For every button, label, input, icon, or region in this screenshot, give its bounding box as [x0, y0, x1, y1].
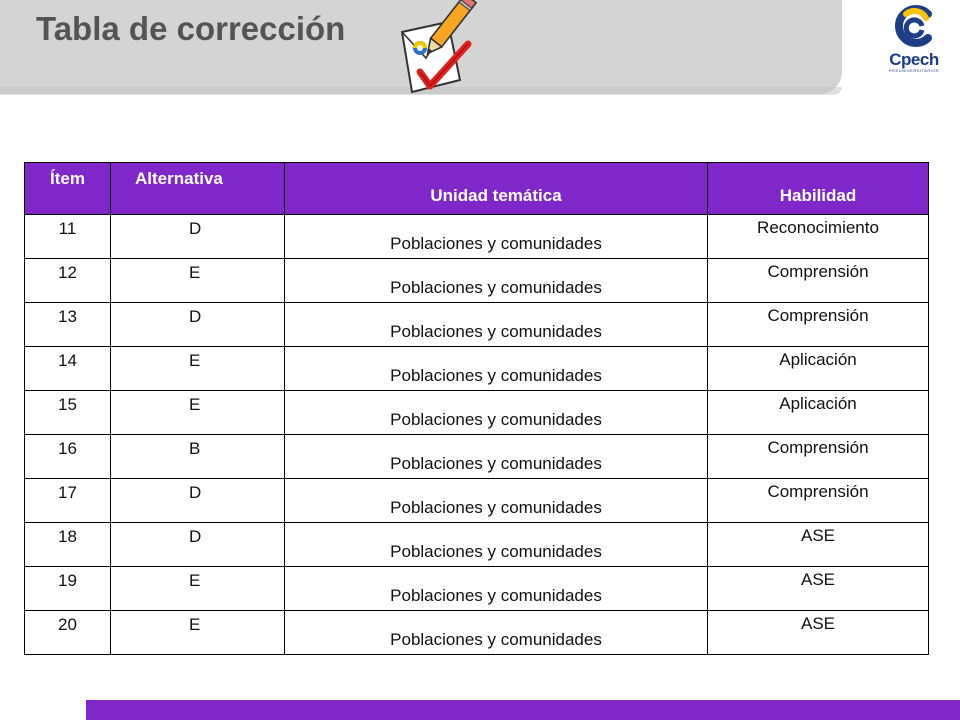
cpech-logo [878, 4, 950, 74]
cell-unidad-tematica: Poblaciones y comunidades [285, 391, 708, 435]
cell-item: 13 [25, 303, 111, 347]
table-row [25, 611, 929, 655]
cell-alternativa: E [111, 611, 285, 655]
cell-alternativa: D [111, 215, 285, 259]
table-row [25, 567, 929, 611]
cell-unidad-tematica: Poblaciones y comunidades [285, 523, 708, 567]
table-row [25, 303, 929, 347]
header-item: Ítem [25, 163, 111, 215]
table-row [25, 391, 929, 435]
pencil-check-icon [396, 0, 480, 104]
cell-item: 14 [25, 347, 111, 391]
cell-unidad-tematica: Poblaciones y comunidades [285, 347, 708, 391]
cell-habilidad: ASE [708, 611, 929, 655]
cell-habilidad: ASE [708, 523, 929, 567]
logo-subtext: PREUNIVERSITARIOS [888, 68, 940, 73]
cell-item: 19 [25, 567, 111, 611]
cell-alternativa: E [111, 347, 285, 391]
cell-habilidad: Comprensión [708, 303, 929, 347]
cell-item: 16 [25, 435, 111, 479]
table-row [25, 523, 929, 567]
cell-unidad-tematica: Poblaciones y comunidades [285, 611, 708, 655]
table-row [25, 215, 929, 259]
cell-unidad-tematica: Poblaciones y comunidades [285, 215, 708, 259]
cell-habilidad: Comprensión [708, 259, 929, 303]
table-row [25, 347, 929, 391]
cell-alternativa: D [111, 303, 285, 347]
cell-item: 17 [25, 479, 111, 523]
cpech-logo-icon [892, 4, 936, 48]
header-habilidad: Habilidad [708, 163, 929, 215]
cell-unidad-tematica: Poblaciones y comunidades [285, 479, 708, 523]
cell-habilidad: Comprensión [708, 479, 929, 523]
cell-unidad-tematica: Poblaciones y comunidades [285, 303, 708, 347]
cell-alternativa: B [111, 435, 285, 479]
table-row [25, 435, 929, 479]
table-row [25, 259, 929, 303]
cell-habilidad: Reconocimiento [708, 215, 929, 259]
cell-item: 18 [25, 523, 111, 567]
page-title: Tabla de corrección [36, 10, 346, 47]
cell-item: 12 [25, 259, 111, 303]
table-row [25, 479, 929, 523]
cell-unidad-tematica: Poblaciones y comunidades [285, 435, 708, 479]
cell-alternativa: E [111, 391, 285, 435]
table-header-row [25, 163, 929, 215]
cell-habilidad: Comprensión [708, 435, 929, 479]
header-unidad-tematica: Unidad temática [285, 163, 708, 215]
cell-item: 15 [25, 391, 111, 435]
correction-table [24, 162, 929, 655]
cell-habilidad: Aplicación [708, 391, 929, 435]
cell-habilidad: ASE [708, 567, 929, 611]
header-alternativa: Alternativa [111, 163, 285, 215]
cell-unidad-tematica: Poblaciones y comunidades [285, 567, 708, 611]
footer-bar [86, 700, 960, 720]
logo-text: Cpech [889, 50, 939, 69]
cell-item: 20 [25, 611, 111, 655]
cell-alternativa: E [111, 567, 285, 611]
cell-unidad-tematica: Poblaciones y comunidades [285, 259, 708, 303]
cell-alternativa: D [111, 479, 285, 523]
cell-alternativa: E [111, 259, 285, 303]
cell-habilidad: Aplicación [708, 347, 929, 391]
cell-item: 11 [25, 215, 111, 259]
cell-alternativa: D [111, 523, 285, 567]
